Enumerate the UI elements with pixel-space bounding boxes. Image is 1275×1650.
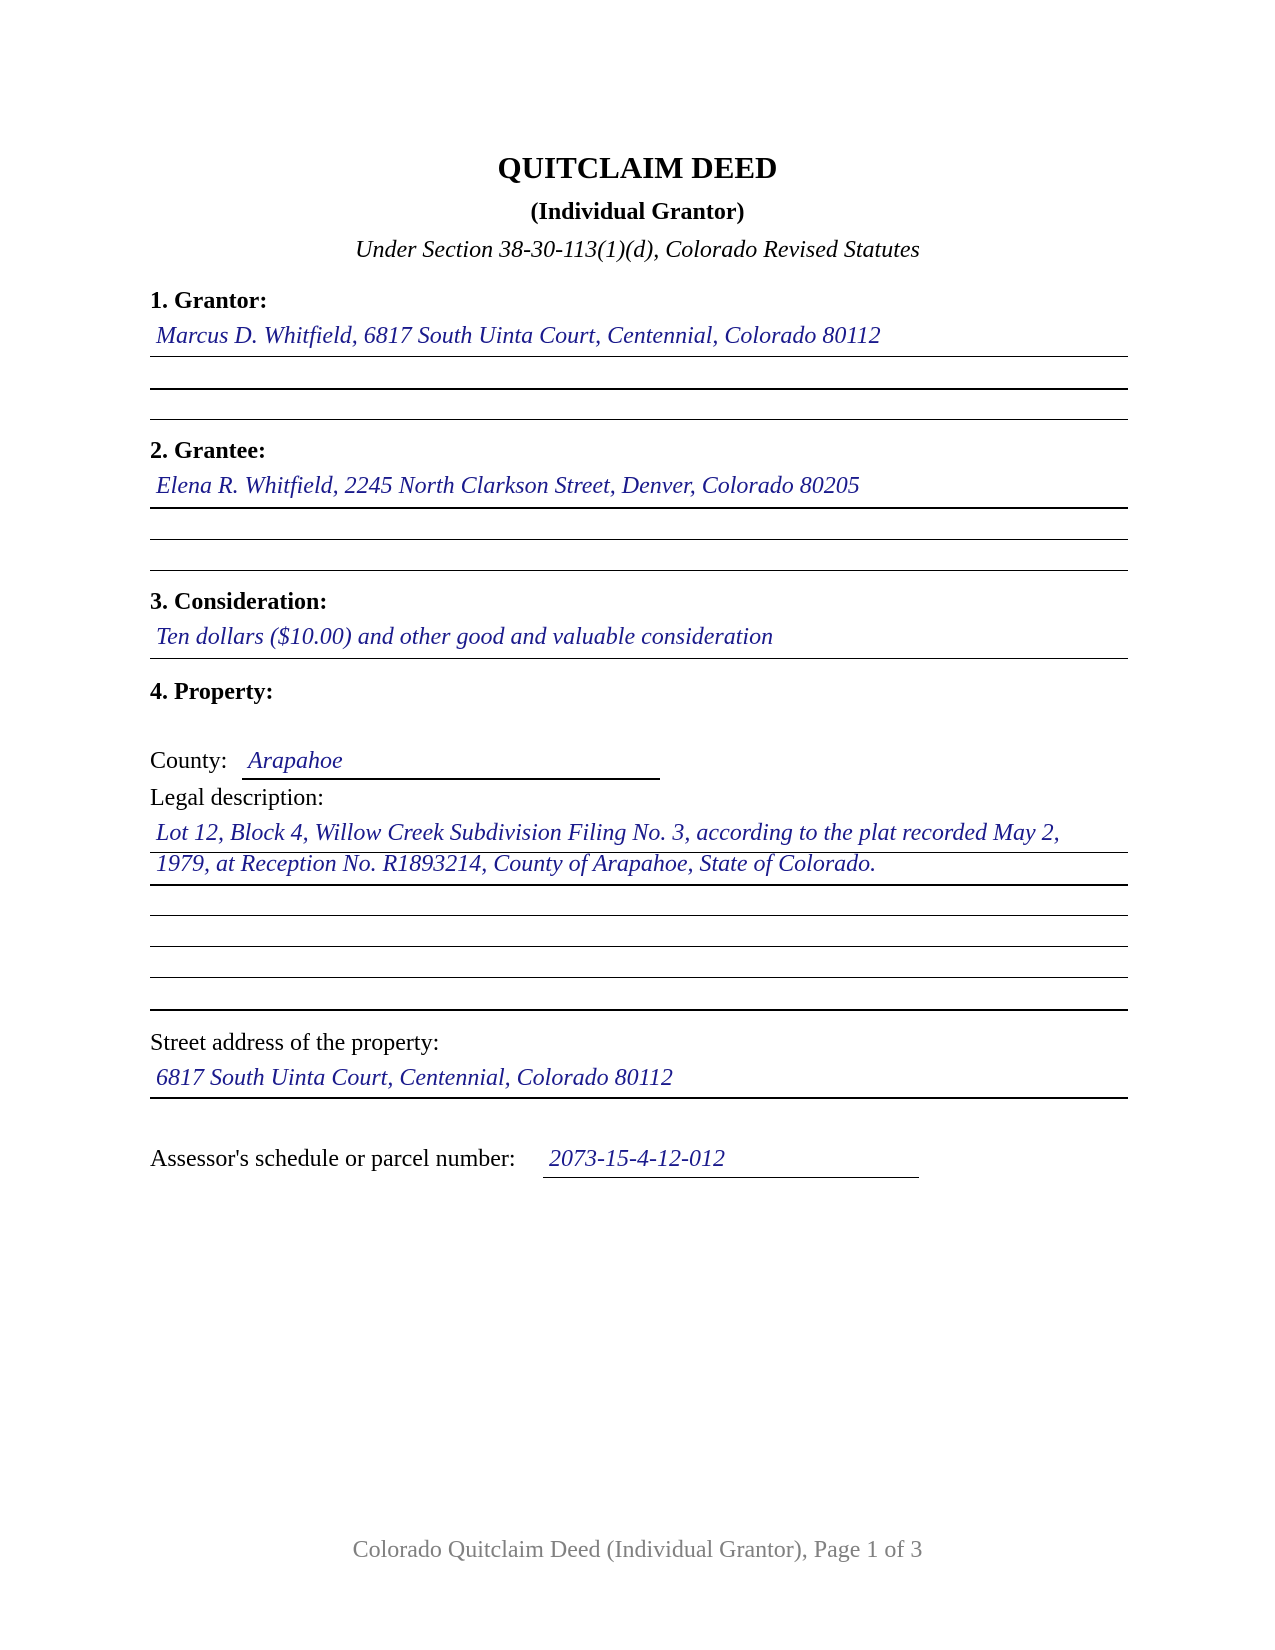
- county-line: [242, 778, 660, 780]
- grantor-line-3: [150, 419, 1128, 420]
- document-title: QUITCLAIM DEED: [497, 150, 778, 185]
- grantee-label: 2. Grantee:: [150, 438, 266, 464]
- grantee-line-3: [150, 570, 1128, 571]
- grantee-line-1: [150, 507, 1128, 509]
- parcel-number-label: Assessor's schedule or parcel number:: [150, 1146, 516, 1172]
- grantor-line-1: [150, 356, 1128, 357]
- legal-line-5: [150, 977, 1128, 978]
- grantor-value[interactable]: Marcus D. Whitfield, 6817 South Uinta Court, Centennial, Colorado 80112: [156, 323, 881, 349]
- street-address-label: Street address of the property:: [150, 1030, 440, 1056]
- legal-description-label: Legal description:: [150, 785, 324, 811]
- county-label: County:: [150, 748, 228, 774]
- grantee-value[interactable]: Elena R. Whitfield, 2245 North Clarkson Street, Denver, Colorado 80205: [156, 473, 860, 499]
- legal-line-3: [150, 915, 1128, 916]
- legal-line-4: [150, 946, 1128, 947]
- street-address-value[interactable]: 6817 South Uinta Court, Centennial, Colorado 80112: [156, 1065, 673, 1091]
- parcel-number-value[interactable]: 2073-15-4-12-012: [549, 1146, 725, 1172]
- legal-description-line-2[interactable]: 1979, at Reception No. R1893214, County of Arapahoe, State of Colorado.: [156, 851, 877, 877]
- county-value[interactable]: Arapahoe: [248, 748, 343, 774]
- consideration-line: [150, 658, 1128, 659]
- legal-line-6: [150, 1009, 1128, 1011]
- street-address-line: [150, 1097, 1128, 1099]
- grantor-label: 1. Grantor:: [150, 288, 268, 314]
- property-label: 4. Property:: [150, 679, 274, 705]
- page-footer: Colorado Quitclaim Deed (Individual Grantor), Page 1 of 3: [352, 1537, 923, 1563]
- consideration-label: 3. Consideration:: [150, 589, 328, 615]
- parcel-number-line: [543, 1177, 919, 1178]
- statute-reference: Under Section 38-30-113(1)(d), Colorado Revised Statutes: [355, 237, 920, 263]
- document-subtitle: (Individual Grantor): [530, 199, 745, 225]
- legal-line-2: [150, 884, 1128, 886]
- consideration-value[interactable]: Ten dollars ($10.00) and other good and valuable consideration: [156, 624, 774, 650]
- grantor-line-2: [150, 388, 1128, 390]
- legal-description-line-1[interactable]: Lot 12, Block 4, Willow Creek Subdivision Filing No. 3, according to the plat recorded May 2,: [156, 820, 1060, 846]
- grantee-line-2: [150, 539, 1128, 540]
